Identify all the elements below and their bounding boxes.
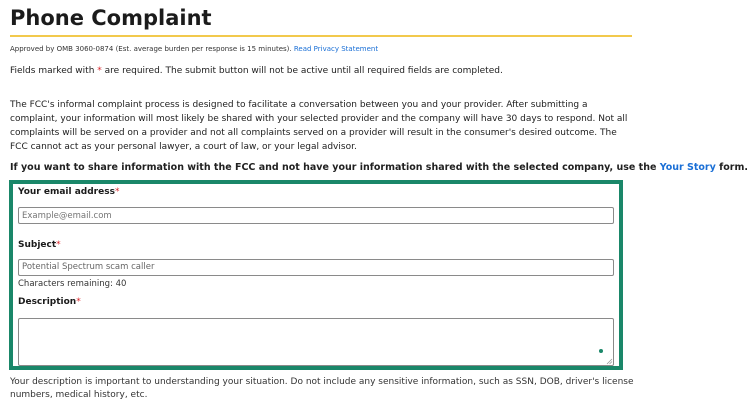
email-input[interactable] <box>18 207 614 224</box>
subject-label <box>18 240 61 250</box>
email-label-text: Your email address <box>18 187 115 197</box>
page-title: Phone Complaint <box>10 6 212 30</box>
omb-notice <box>10 45 378 53</box>
resize-handle-icon[interactable] <box>606 358 612 364</box>
description-label <box>18 297 81 307</box>
email-label <box>18 187 119 197</box>
required-fields-note <box>10 66 503 76</box>
description-label-text: Description <box>18 297 77 307</box>
description-textarea[interactable] <box>18 318 614 366</box>
title-divider <box>10 35 632 37</box>
subject-input[interactable]: Potential Spectrum scam caller <box>18 259 614 276</box>
characters-remaining: Characters remaining: 40 <box>18 279 127 289</box>
subject-required-star: * <box>56 240 61 250</box>
share-note-prefix: If you want to share information with the FCC and not have your information shared with the selected company, use the <box>10 162 657 173</box>
description-help-text: Your description is important to understanding your situation. Do not include any sensitive information, such as SSN, DOB, driver's license numbers, medical history, etc. <box>10 377 634 400</box>
required-star: * <box>97 66 102 76</box>
intro-paragraph: The FCC's informal complaint process is designed to facilitate a conversation between you and your provider. After submitting a complaint, your information will most likely be shared with your selected provider and the company will have 30 days to respond. Not all complaints will be served on a provider and not all complaints served on a provider will result in the consumer's desired outcome. The FCC cannot act as your personal lawyer, a court of law, or your legal advisor. <box>10 100 628 152</box>
required-note-prefix: Fields marked with <box>10 66 95 76</box>
privacy-statement-link[interactable]: Read Privacy Statement <box>293 45 379 53</box>
required-note-suffix: are required. The submit button will not be active until all required fields are completed. <box>104 66 503 76</box>
subject-label-text: Subject <box>18 240 57 250</box>
status-dot-icon <box>599 349 603 353</box>
share-note <box>10 162 748 173</box>
omb-text: Approved by OMB 3060-0874 (Est. average burden per response is 15 minutes). <box>10 45 292 53</box>
share-note-suffix: form. <box>719 162 748 173</box>
your-story-link[interactable]: Your Story <box>659 162 716 173</box>
email-required-star: * <box>114 187 120 197</box>
complaint-form <box>9 180 623 370</box>
description-required-star: * <box>76 297 81 307</box>
